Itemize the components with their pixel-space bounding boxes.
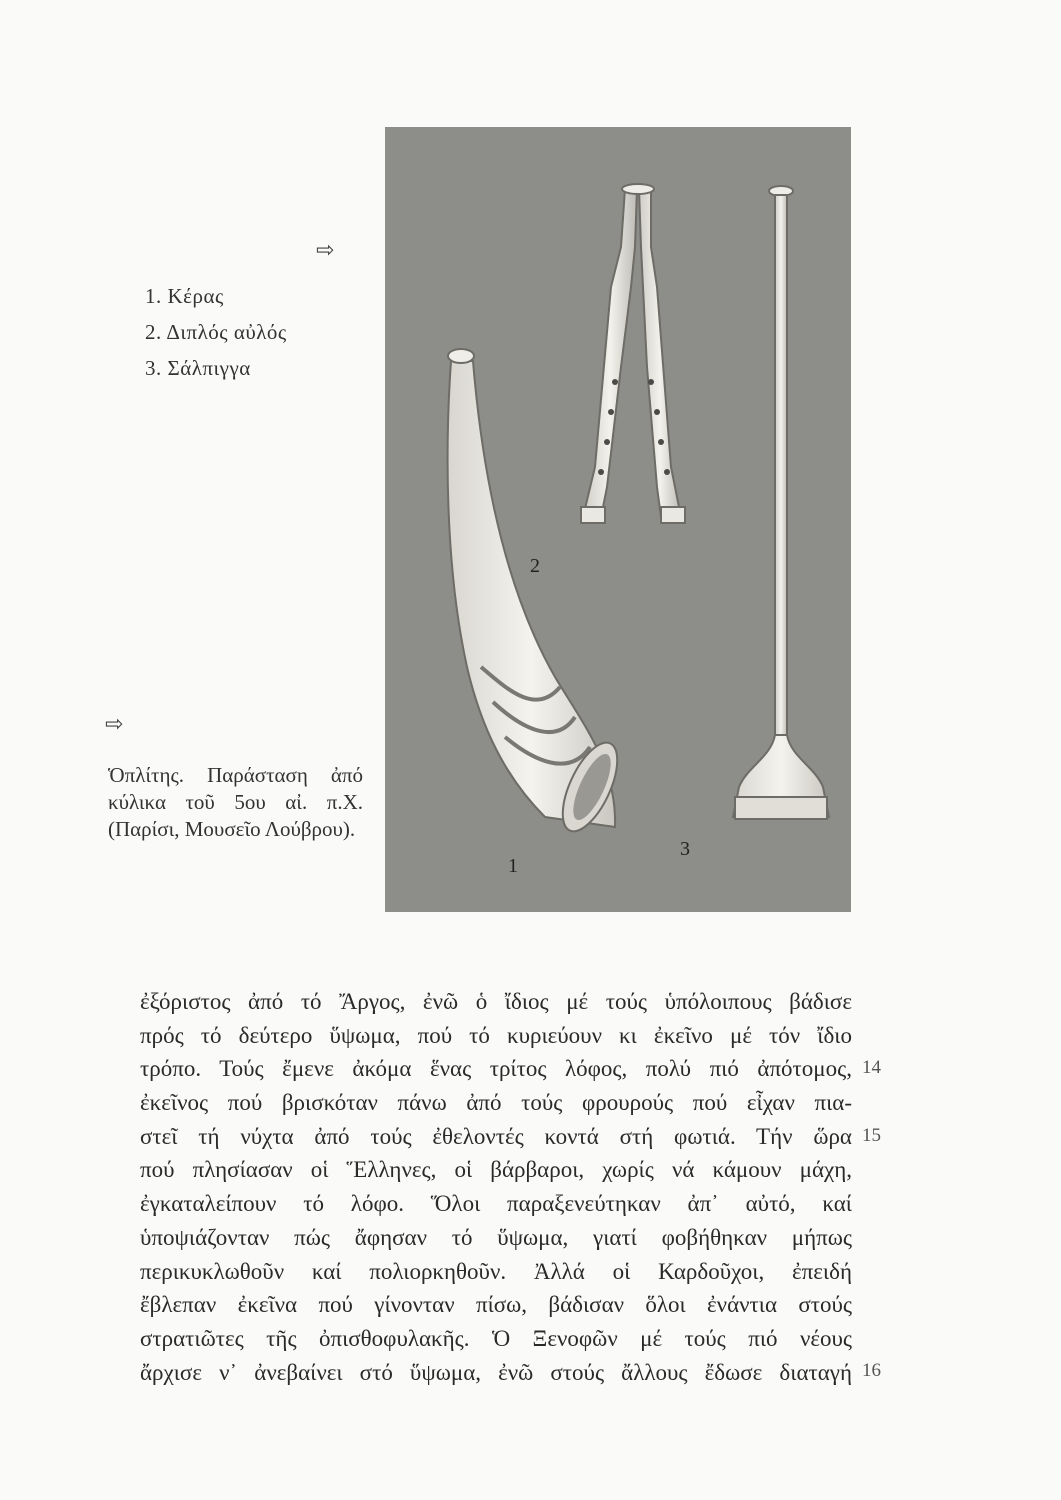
plate-label-3: 3	[680, 838, 690, 860]
legend-item: 3. Σάλπιγγα	[145, 356, 251, 380]
instrument-illustration	[385, 127, 851, 912]
figure-legend	[145, 278, 287, 386]
margin-number: 16	[862, 1360, 881, 1381]
text-line: στεῖ τή νύχτα ἀπό τούς ἐθελοντές κοντά στή φωτιά. Τήν ὥρα	[140, 1123, 852, 1149]
text-line: ἄρχισε ν᾽ ἀνεβαίνει στό ὕψωμα, ἐνῶ στούς ἄλλους ἔδωσε διαταγή	[140, 1359, 852, 1385]
text-line: στρατιῶτες τῆς ὀπισθοφυλακῆς. Ὁ Ξενοφῶν μέ τούς πιό νέους	[140, 1325, 852, 1351]
plate-label-2: 2	[530, 555, 540, 577]
text-line: πρός τό δεύτερο ὕψωμα, πού τό κυριεύουν κι ἐκεῖνο μέ τόν ἴδιο	[140, 1022, 852, 1048]
text-line: ἐγκαταλείπουν τό λόφο. Ὅλοι παραξενεύτηκαν ἀπ᾽ αὐτό, καί	[140, 1191, 852, 1217]
double-aulos	[581, 184, 685, 523]
body-text	[140, 985, 852, 1389]
instrument-plate	[385, 127, 851, 912]
text-line: ὑποψιάζονταν πώς ἄφησαν τό ὕψωμα, γιατί φοβήθηκαν μήπως	[140, 1224, 852, 1250]
text-line: ἐξόριστος ἀπό τό Ἄργος, ἐνῶ ὁ ἴδιος μέ τούς ὑπόλοιπους βάδισε	[140, 989, 852, 1014]
legend-item: 1. Κέρας	[145, 284, 224, 308]
text-line: ἐκεῖνος πού βρισκόταν πάνω ἀπό τούς φρουρούς πού εἶχαν πια-	[140, 1090, 852, 1116]
arrow-marker-icon: ⇨	[105, 712, 124, 737]
arrow-marker-icon: ⇨	[316, 238, 335, 263]
margin-number: 14	[862, 1057, 881, 1078]
plate-label-1: 1	[508, 855, 518, 877]
text-line: ἔβλεπαν ἐκεῖνα πού γίνονταν πίσω, βάδισαν ὅλοι ἐνάντια στούς	[140, 1292, 852, 1318]
text-line: περικυκλωθοῦν καί πολιορκηθοῦν. Ἀλλά οἱ Καρδοῦχοι, ἐπειδή	[140, 1258, 852, 1284]
text-line: τρόπο. Τούς ἔμενε ἀκόμα ἕνας τρίτος λόφος, πολύ πιό ἀπότομος,	[140, 1056, 852, 1082]
legend-item: 2. Διπλός αὐλός	[145, 320, 287, 344]
salpinx-trumpet	[733, 186, 829, 819]
margin-number: 15	[862, 1125, 881, 1146]
figure-caption: Ὁπλίτης. Παράσταση ἀπό κύλικα τοῦ 5ου αἰ. π.Χ. (Παρίσι, Μουσεῖο Λούβρου).	[108, 763, 363, 841]
text-line: πού πλησίασαν οἱ Ἕλληνες, οἱ βάρβαροι, χωρίς νά κάμουν μάχη,	[140, 1157, 852, 1183]
